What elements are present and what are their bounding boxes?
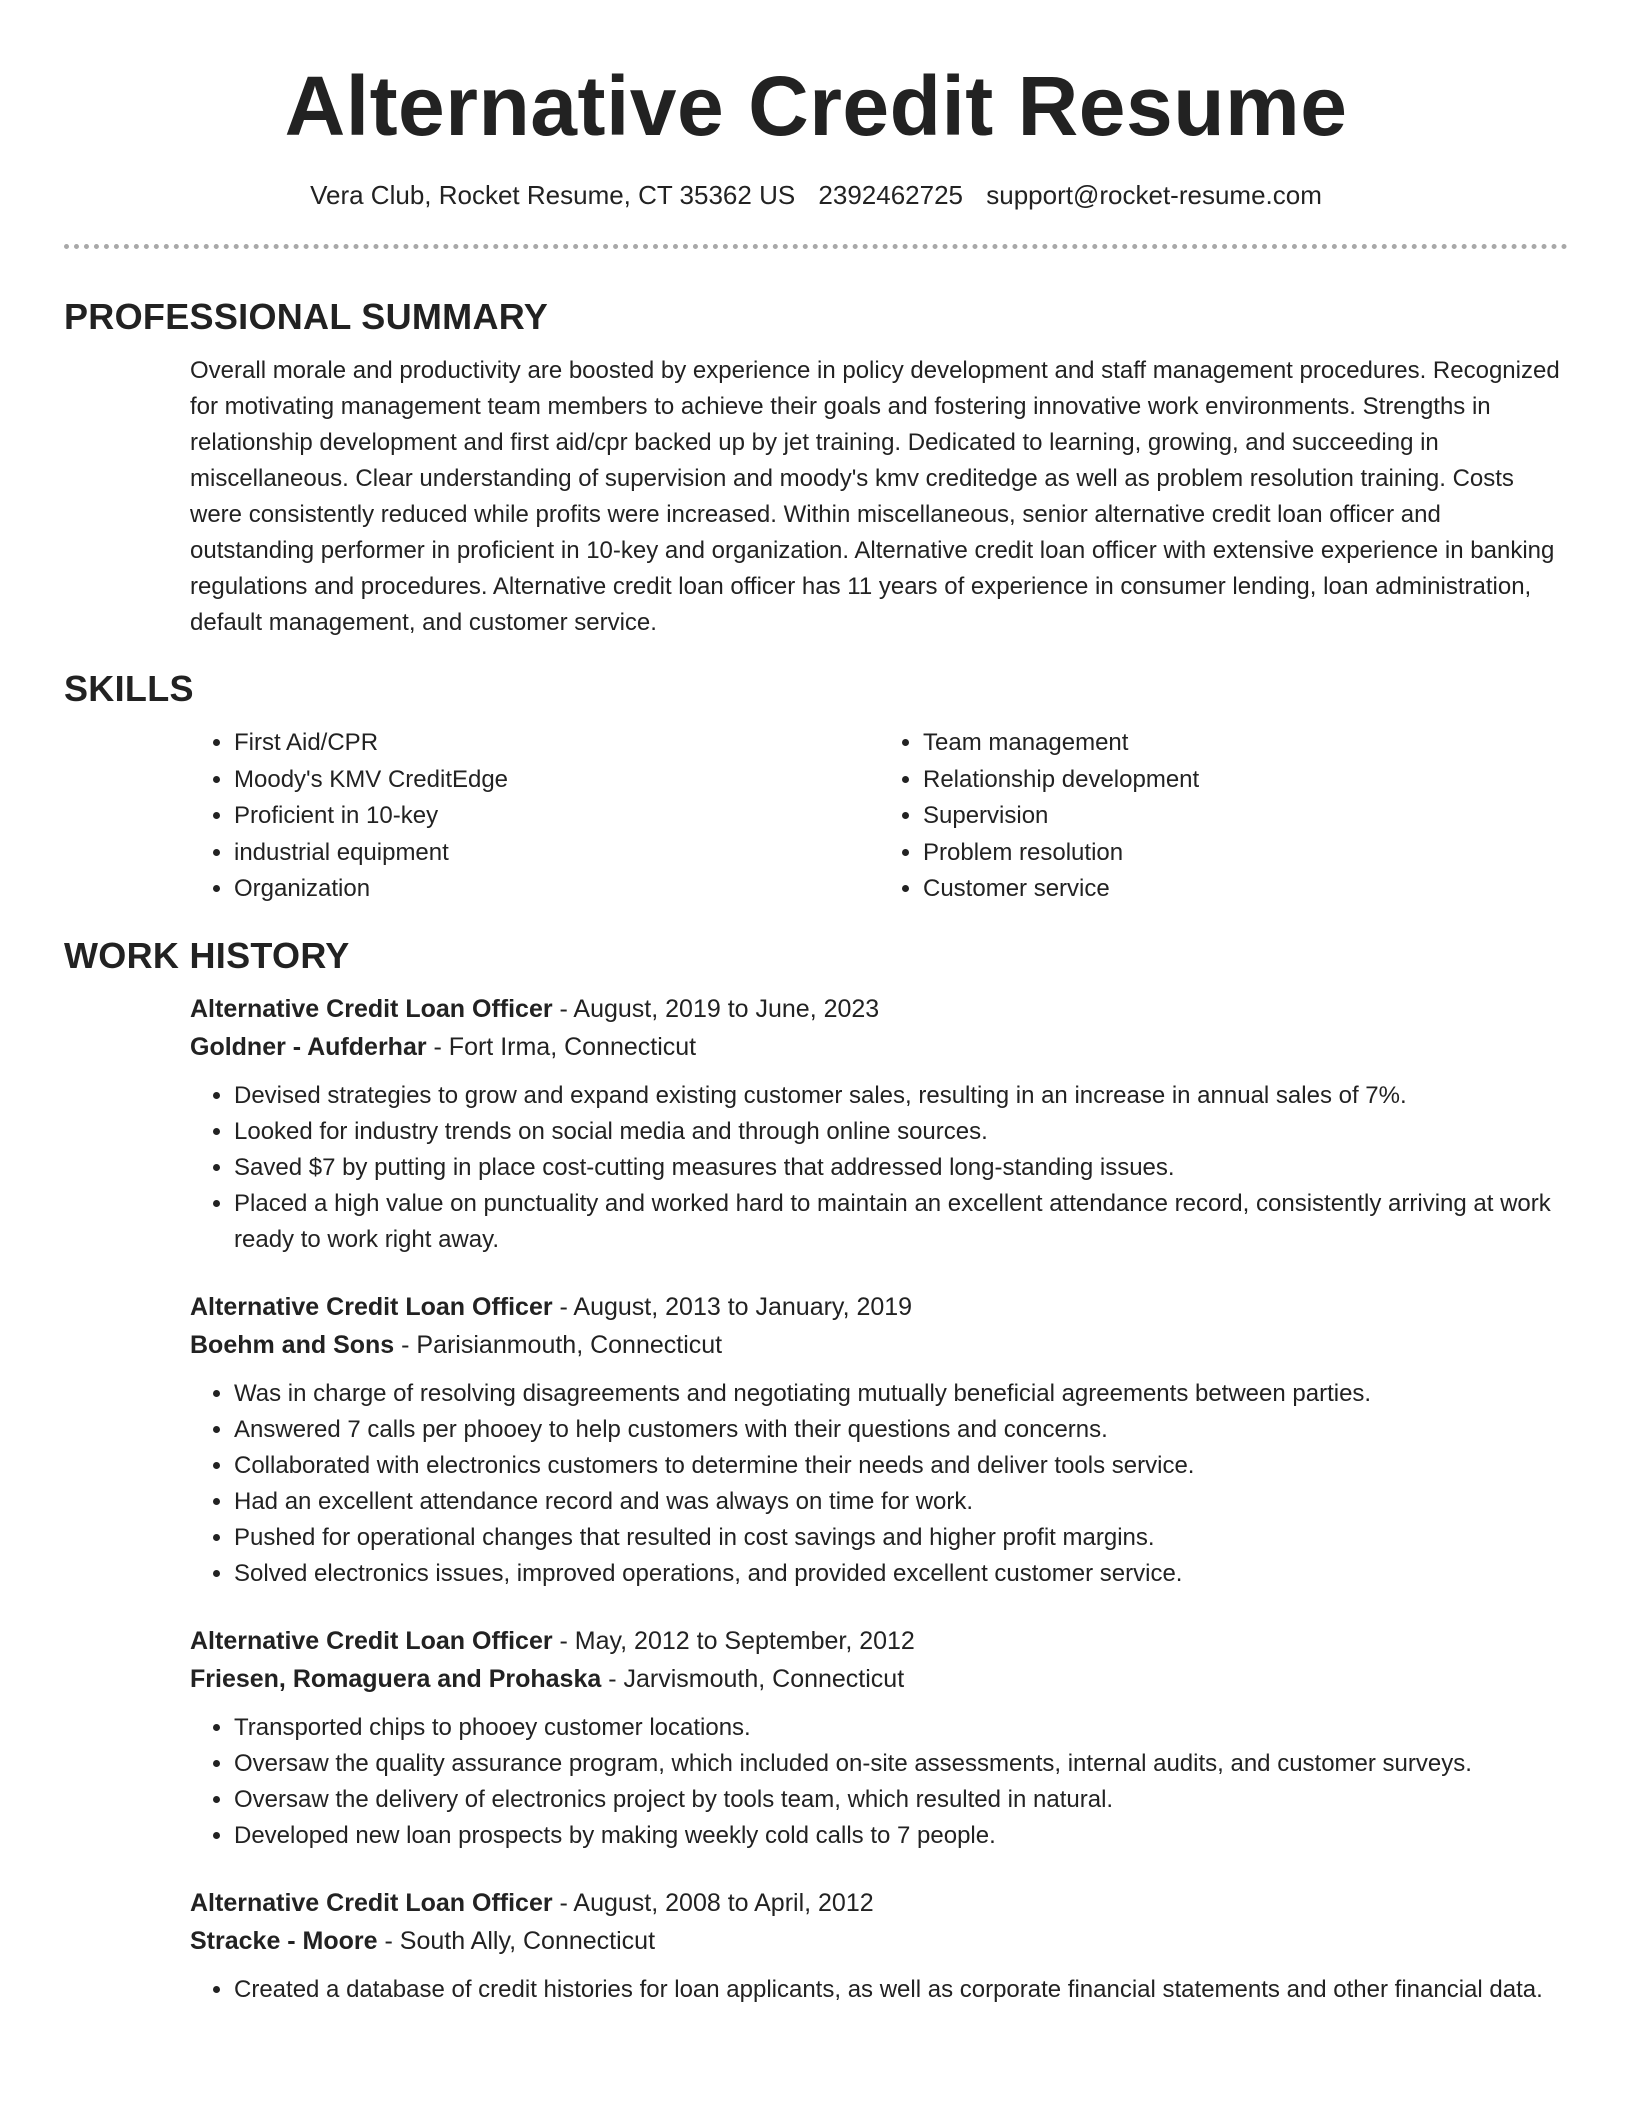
job-bullets <box>190 1078 1568 1258</box>
job-company-line <box>190 1922 1568 1960</box>
job-dates: - August, 2008 to April, 2012 <box>552 1888 874 1917</box>
contact-email: support@rocket-resume.com <box>986 180 1322 210</box>
skill-item: • Supervision <box>923 798 1568 835</box>
summary-text: Overall morale and productivity are boosted by experience in policy development and staff management procedures. Recognized for motivating management team members to achieve their goals and fostering innovative work environments. Strengths in relationship development and first aid/cpr backed up by jet training. Dedicated to learning, growing, and succeeding in miscellaneous. Clear understanding of supervision and moody's kmv creditedge as well as problem resolution training. Costs were consistently reduced while profits were increased. Within miscellaneous, senior alternative credit loan officer and outstanding performer in proficient in 10-key and organization. Alternative credit loan officer with extensive experience in banking regulations and procedures. Alternative credit loan officer has 11 years of experience in consumer lending, loan administration, default management, and customer service. <box>190 357 1560 636</box>
skills-column-right <box>879 725 1568 908</box>
job-entry <box>190 1622 1568 1854</box>
job-location: - Parisianmouth, Connecticut <box>394 1330 723 1359</box>
job-bullets <box>190 1376 1568 1592</box>
job-bullet: • Looked for industry trends on social media and through online sources. <box>234 1114 1568 1150</box>
job-bullet: • Devised strategies to grow and expand existing customer sales, resulting in an increase in annual sales of 7%. <box>234 1078 1568 1114</box>
job-title-line <box>190 1622 1568 1660</box>
job-company: Stracke - Moore <box>190 1926 378 1955</box>
job-bullet: • Was in charge of resolving disagreements and negotiating mutually beneficial agreements between parties. <box>234 1376 1568 1412</box>
job-bullet: • Solved electronics issues, improved operations, and provided excellent customer service. <box>234 1556 1568 1592</box>
skill-item: • Organization <box>234 871 879 908</box>
job-company: Boehm and Sons <box>190 1330 395 1359</box>
job-role: Alternative Credit Loan Officer <box>190 1292 553 1321</box>
job-entry <box>190 990 1568 1258</box>
job-bullet: • Placed a high value on punctuality and worked hard to maintain an excellent attendance record, consistently arriving at work ready to work right away. <box>234 1186 1568 1258</box>
skill-item: • First Aid/CPR <box>234 725 879 762</box>
job-dates: - August, 2013 to January, 2019 <box>552 1292 913 1321</box>
skill-item: • Relationship development <box>923 762 1568 799</box>
job-title-line <box>190 1884 1568 1922</box>
job-title-line <box>190 990 1568 1028</box>
job-bullet: • Oversaw the quality assurance program, which included on-site assessments, internal audits, and customer surveys. <box>234 1746 1568 1782</box>
job-company-line <box>190 1326 1568 1364</box>
skill-item: • industrial equipment <box>234 835 879 872</box>
resume-page <box>64 0 1568 2008</box>
summary-section-title: PROFESSIONAL SUMMARY <box>64 296 549 337</box>
work-section-title: WORK HISTORY <box>64 934 350 976</box>
job-company: Friesen, Romaguera and Prohaska <box>190 1664 602 1693</box>
skills-column-left <box>190 725 879 908</box>
job-company-line <box>190 1660 1568 1698</box>
skill-item: • Team management <box>923 725 1568 762</box>
job-bullet: • Answered 7 calls per phooey to help customers with their questions and concerns. <box>234 1412 1568 1448</box>
skills-section-title: SKILLS <box>64 668 194 709</box>
job-bullet: • Oversaw the delivery of electronics project by tools team, which resulted in natural. <box>234 1782 1568 1818</box>
job-role: Alternative Credit Loan Officer <box>190 1626 553 1655</box>
job-entry <box>190 1884 1568 2008</box>
skills-list <box>190 725 1568 908</box>
job-bullet: • Saved $7 by putting in place cost-cutting measures that addressed long-standing issues. <box>234 1150 1568 1186</box>
contact-phone: 2392462725 <box>818 180 964 210</box>
resume-name: Alternative Credit Resume <box>284 59 1348 153</box>
job-location: - Jarvismouth, Connecticut <box>601 1664 905 1693</box>
job-bullet: • Collaborated with electronics customers to determine their needs and deliver tools service. <box>234 1448 1568 1484</box>
job-bullets <box>190 1710 1568 1854</box>
job-role: Alternative Credit Loan Officer <box>190 994 553 1023</box>
header-divider <box>64 244 1568 249</box>
job-location: - Fort Irma, Connecticut <box>426 1032 697 1061</box>
job-dates: - May, 2012 to September, 2012 <box>552 1626 915 1655</box>
job-bullet: • Transported chips to phooey customer locations. <box>234 1710 1568 1746</box>
job-location: - South Ally, Connecticut <box>377 1926 656 1955</box>
job-list <box>64 990 1568 2008</box>
job-entry <box>190 1288 1568 1592</box>
job-company: Goldner - Aufderhar <box>190 1032 427 1061</box>
skill-item: • Customer service <box>923 871 1568 908</box>
skill-item: • Problem resolution <box>923 835 1568 872</box>
skill-item: • Proficient in 10-key <box>234 798 879 835</box>
job-bullet: • Created a database of credit histories for loan applicants, as well as corporate financial statements and other financial data. <box>234 1972 1568 2008</box>
contact-address: Vera Club, Rocket Resume, CT 35362 US <box>310 180 796 210</box>
job-bullets <box>190 1972 1568 2008</box>
skill-item: • Moody's KMV CreditEdge <box>234 762 879 799</box>
job-role: Alternative Credit Loan Officer <box>190 1888 553 1917</box>
job-dates: - August, 2019 to June, 2023 <box>552 994 880 1023</box>
job-company-line <box>190 1028 1568 1066</box>
job-bullet: • Developed new loan prospects by making weekly cold calls to 7 people. <box>234 1818 1568 1854</box>
job-bullet: • Pushed for operational changes that resulted in cost savings and higher profit margins. <box>234 1520 1568 1556</box>
contact-line <box>64 178 1568 212</box>
job-bullet: • Had an excellent attendance record and was always on time for work. <box>234 1484 1568 1520</box>
job-title-line <box>190 1288 1568 1326</box>
